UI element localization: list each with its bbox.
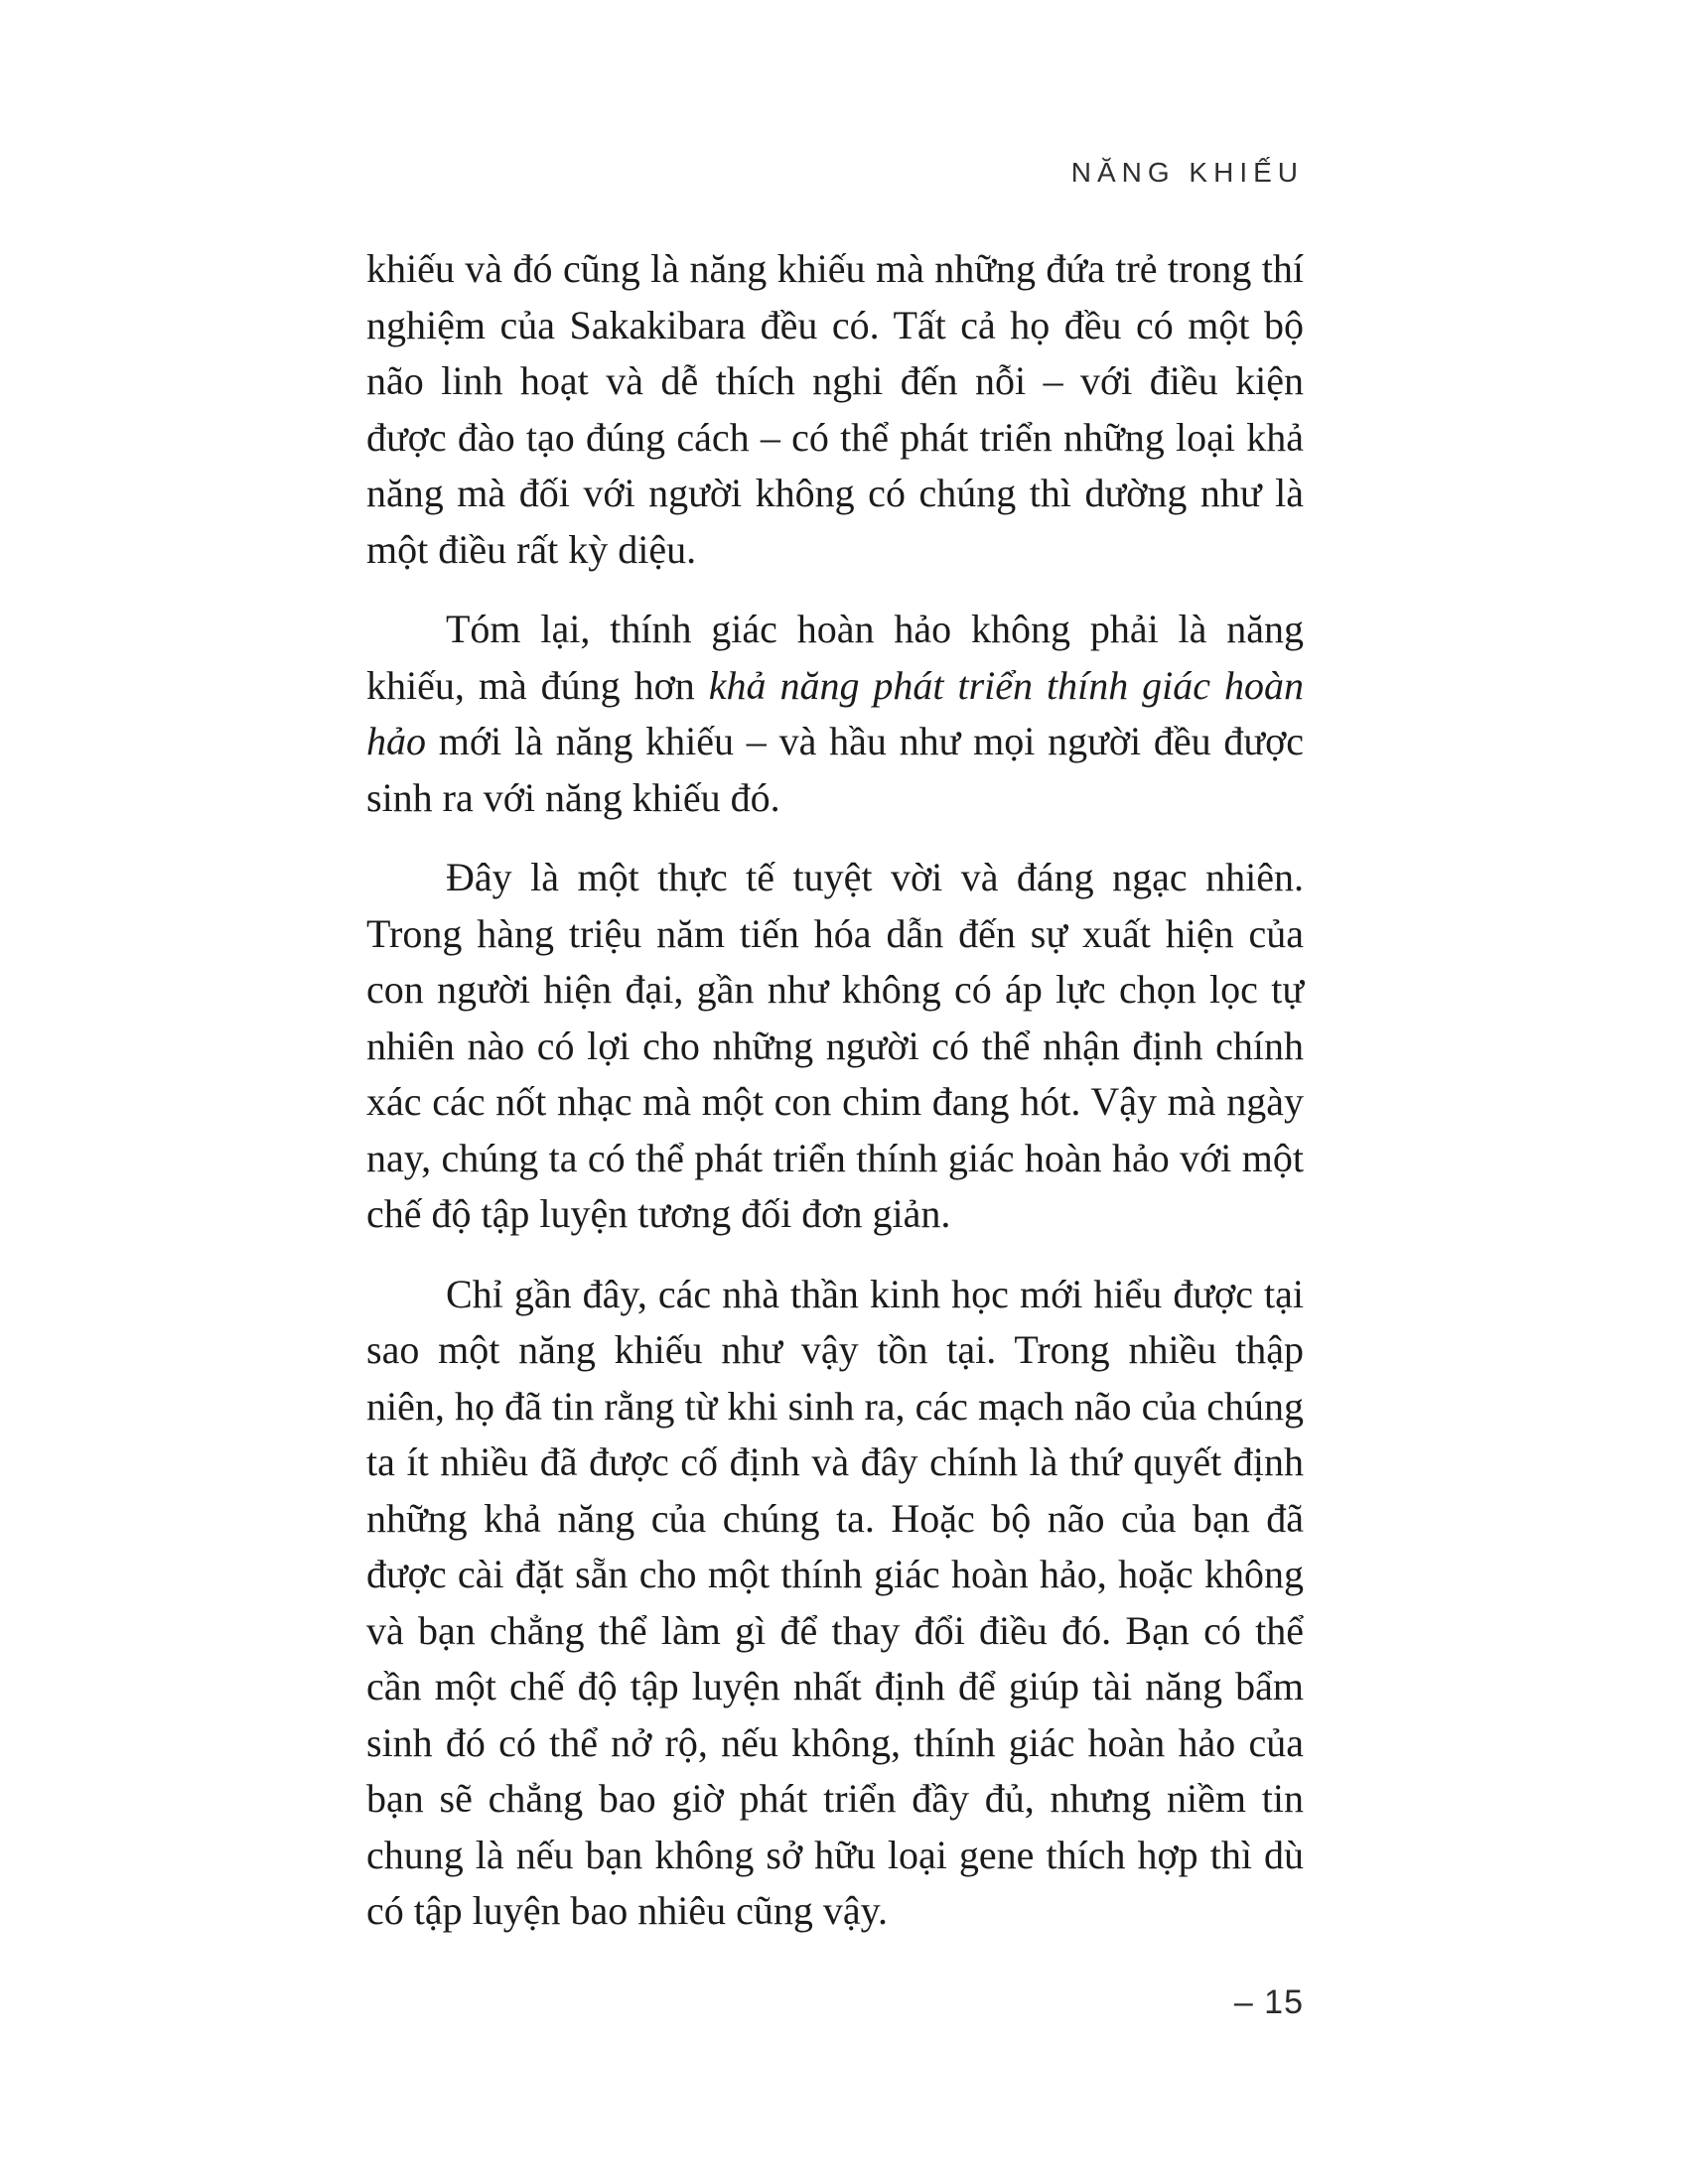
paragraph — [366, 241, 1304, 578]
page-body-text — [366, 241, 1304, 1964]
page-number: – 15 — [1233, 1983, 1304, 2021]
text-segment: Đây là một thực tế tuyệt vời và đáng ngạc nhiên. Trong hàng triệu năm tiến hóa dẫn đến sự xuất hiện của con người hiện đại, gần như không có áp lực chọn lọc tự nhiên nào có lợi cho những người có thể nhận định chính xác các nốt nhạc mà một con chim đang hót. Vậy mà ngày nay, chúng ta có thể phát triển thính giác hoàn hảo với một chế độ tập luyện tương đối đơn giản. — [366, 855, 1304, 1236]
text-segment: Chỉ gần đây, các nhà thần kinh học mới hiểu được tại sao một năng khiếu như vậy tồn tại. Trong nhiều thập niên, họ đã tin rằng từ khi sinh ra, các mạch não của chúng ta ít nhiều đã được cố định và đây chính là thứ quyết định những khả năng của chúng ta. Hoặc bộ não của bạn đã được cài đặt sẵn cho một thính giác hoàn hảo, hoặc không và bạn chẳng thể làm gì để thay đổi điều đó. Bạn có thể cần một chế độ tập luyện nhất định để giúp tài năng bẩm sinh đó có thể nở rộ, nếu không, thính giác hoàn hảo của bạn sẽ chẳng bao giờ phát triển đầy đủ, nhưng niềm tin chung là nếu bạn không sở hữu loại gene thích hợp thì dù có tập luyện bao nhiêu cũng vậy. — [366, 1271, 1304, 1933]
paragraph — [366, 850, 1304, 1243]
running-header: NĂNG KHIẾU — [1070, 157, 1304, 188]
paragraph — [366, 1267, 1304, 1940]
text-segment: khiếu và đó cũng là năng khiếu mà những đứa trẻ trong thí nghiệm của Sakakibara đều có. Tất cả họ đều có một bộ não linh hoạt và dễ thích nghi đến nỗi – với điều kiện được đào tạo đúng cách – có thể phát triển những loại khả năng mà đối với người không có chúng thì dường như là một điều rất kỳ diệu. — [366, 246, 1304, 572]
text-segment: Tóm lại, thính giác hoàn hảo không phải là năng khiếu, mà đúng hơn — [366, 607, 1304, 708]
paragraph — [366, 602, 1304, 826]
italic-text-segment: khả năng phát triển thính giác hoàn hảo — [366, 662, 1304, 763]
text-segment: mới là năng khiếu – và hầu như mọi người đều được sinh ra với năng khiếu đó. — [366, 719, 1304, 820]
